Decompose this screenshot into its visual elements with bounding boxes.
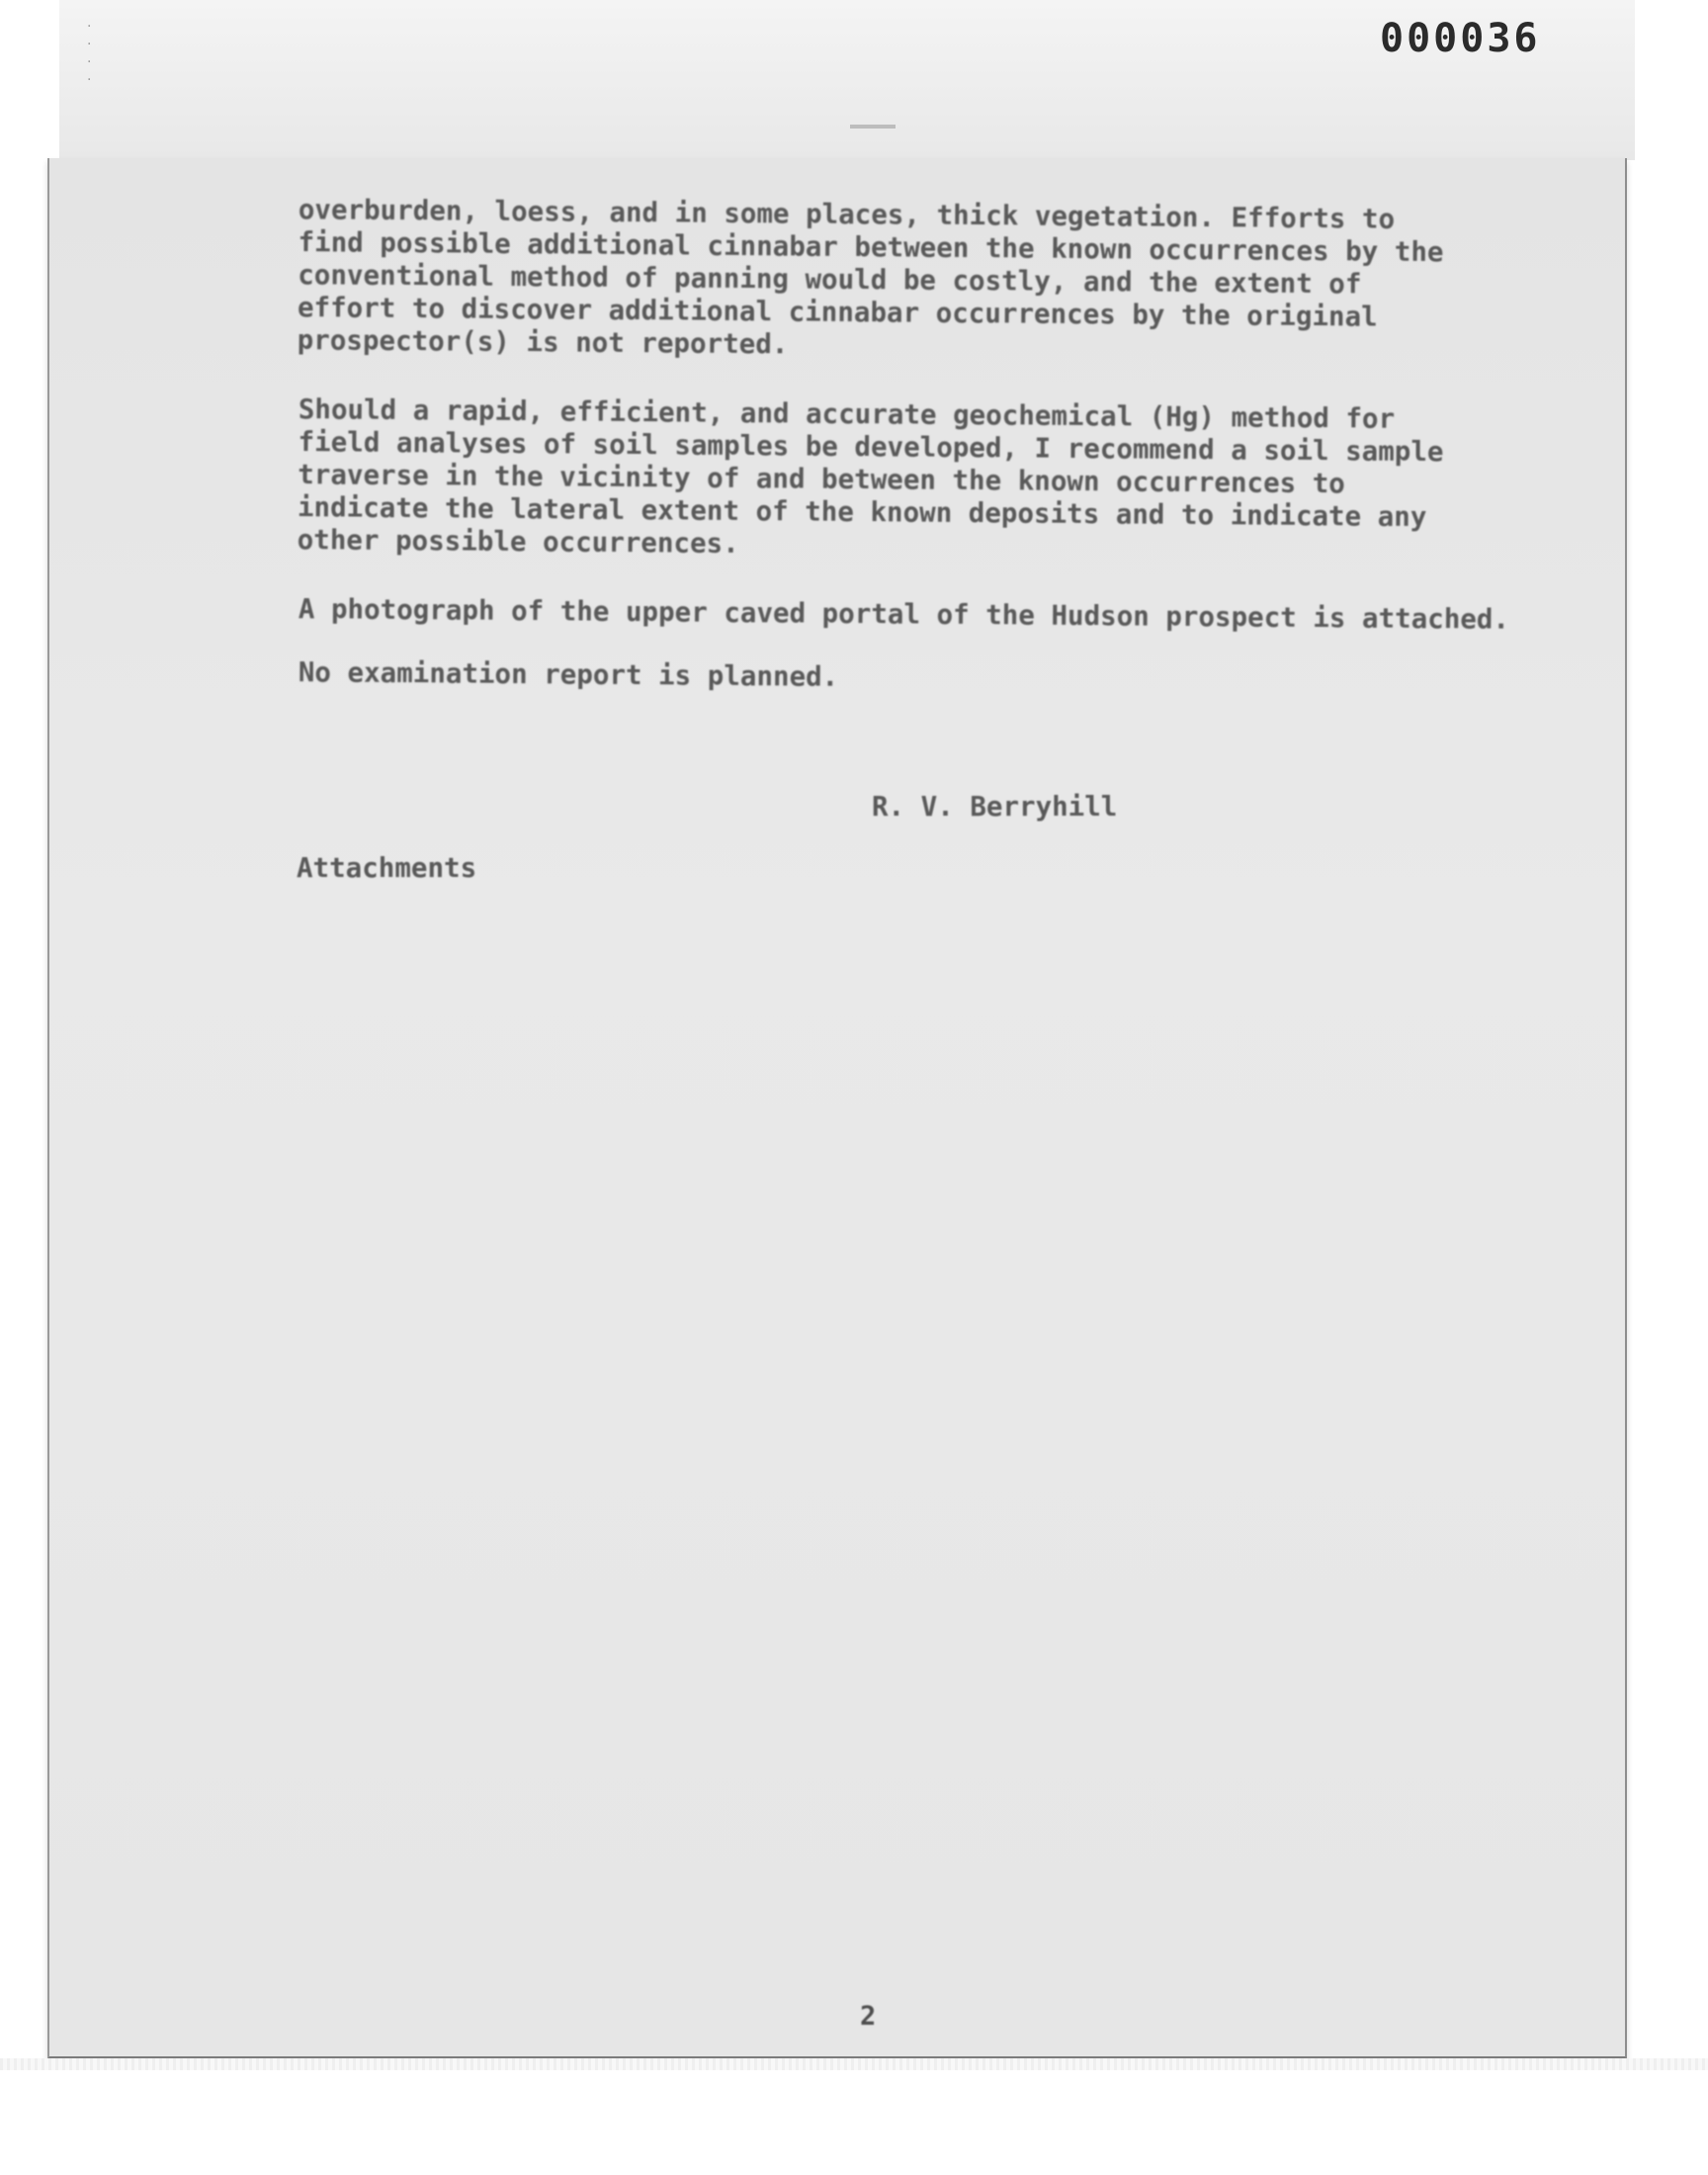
scan-bottom-edge xyxy=(0,2058,1708,2070)
attachments-label: Attachments xyxy=(297,852,477,884)
page-number: 2 xyxy=(860,2001,877,2032)
document-number: 000036 xyxy=(1380,16,1541,61)
paragraph-overburden: overburden, loess, and in some places, thick vegetation. Efforts to find possible additional cinnabar between the known occurrences by the conventional method of panning would be costly, and the extent of effort to discover additional cinnabar occurrences by the original prospector(s) is not reported. xyxy=(297,194,1444,361)
top-mark xyxy=(850,125,896,129)
paragraph-no-report: No examination report is planned. xyxy=(298,656,839,693)
margin-marks: · · · · xyxy=(87,19,92,88)
paragraph-photograph: A photograph of the upper caved portal of the Hudson prospect is attached. xyxy=(298,593,1510,636)
paragraph-recommendation: Should a rapid, efficient, and accurate geochemical (Hg) method for field analyses of soil samples be developed, I recommend a soil sample traverse in the vicinity of and between the known occurrences to indicate the lateral extent of the known deposits and to indicate any other possible occurrences. xyxy=(297,393,1444,560)
signature: R. V. Berryhill xyxy=(872,791,1118,823)
